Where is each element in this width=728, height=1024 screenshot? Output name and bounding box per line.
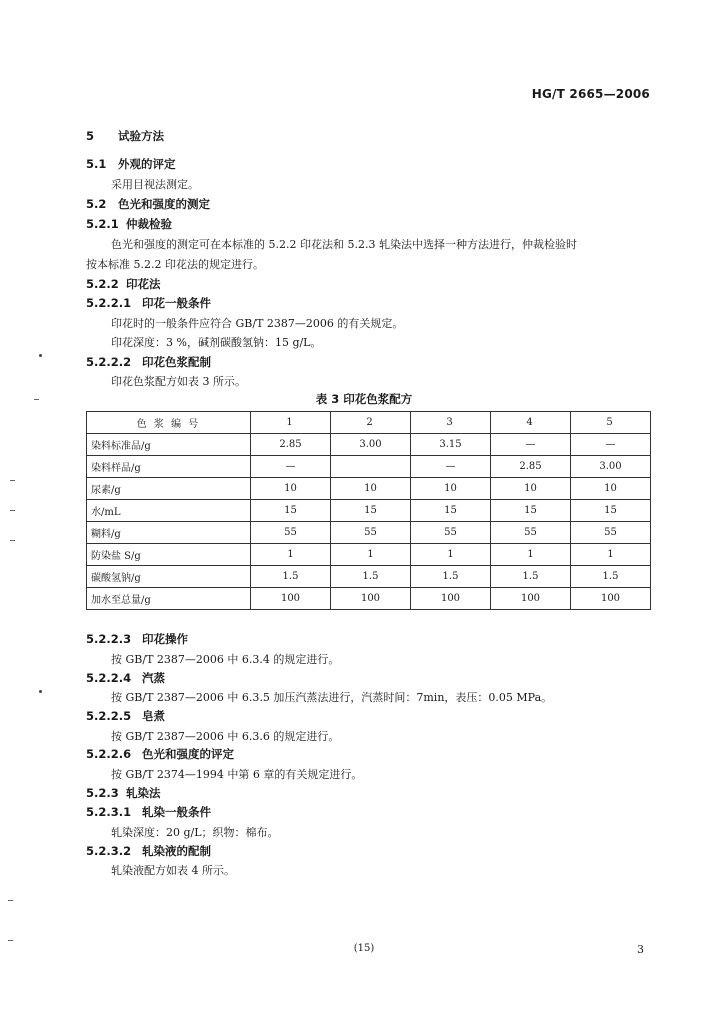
table-cell: 15 [571, 500, 651, 522]
table-cell: 15 [411, 500, 491, 522]
table-cell: 1 [571, 544, 651, 566]
table-cell: 1.5 [571, 566, 651, 588]
section-heading-5-2-2-1: 5.2.2.1 印花一般条件 [86, 296, 211, 310]
table-cell: — [571, 434, 651, 456]
table-row [87, 522, 651, 544]
section-heading-5-2-1: 5.2.1 仲裁检验 [86, 217, 172, 231]
table-cell: 55 [571, 522, 651, 544]
table-cell: 100 [571, 588, 651, 610]
section-heading-5-1: 5.1 外观的评定 [86, 157, 176, 171]
paragraph: 轧染液配方如表 4 所示。 [111, 864, 235, 877]
row-label: 水/mL [87, 500, 251, 522]
table-cell: 10 [331, 478, 411, 500]
table-cell: 1 [251, 544, 331, 566]
section-heading-5-2-2: 5.2.2 印花法 [86, 277, 161, 291]
scan-speck [39, 690, 42, 693]
paragraph-continuation: 按本标准 5.2.2 印花法的规定进行。 [86, 258, 264, 271]
table-cell: 2.85 [251, 434, 331, 456]
table-cell: 10 [571, 478, 651, 500]
row-label: 染料标准品/g [87, 434, 251, 456]
table-cell: 15 [491, 500, 571, 522]
header-cell: 5 [571, 412, 651, 434]
table-cell: 100 [251, 588, 331, 610]
table-row [87, 456, 651, 478]
paragraph: 印花深度：3 %，碱剂碳酸氢钠：15 g/L。 [111, 336, 322, 349]
table-cell: 3.00 [331, 434, 411, 456]
table-cell: 3.15 [411, 434, 491, 456]
table-cell: — [411, 456, 491, 478]
paragraph: 采用目视法测定。 [111, 178, 199, 191]
table-cell: 55 [251, 522, 331, 544]
table-cell: 100 [331, 588, 411, 610]
scan-speck [34, 399, 39, 400]
row-label: 防染盐 S/g [87, 544, 251, 566]
table-cell: 1.5 [491, 566, 571, 588]
table-cell: 1 [491, 544, 571, 566]
table-row [87, 566, 651, 588]
row-label: 碳酸氢钠/g [87, 566, 251, 588]
paragraph: 色光和强度的测定可在本标准的 5.2.2 印花法和 5.2.3 轧染法中选择一种方法进行，仲裁检验时 [111, 238, 577, 251]
paragraph: 按 GB/T 2374—1994 中第 6 章的有关规定进行。 [111, 768, 363, 781]
table-cell: 1 [411, 544, 491, 566]
header-cell: 3 [411, 412, 491, 434]
table-row [87, 434, 651, 456]
paragraph: 按 GB/T 2387—2006 中 6.3.5 加压汽蒸法进行，汽蒸时间：7min，表压：0.05 MPa。 [111, 691, 553, 704]
section-heading-5-2: 5.2 色光和强度的测定 [86, 197, 210, 211]
scan-speck [10, 480, 15, 481]
section-heading-5-2-2-5: 5.2.2.5 皂煮 [86, 709, 165, 723]
recipe-table [86, 411, 651, 610]
table-cell: 1 [331, 544, 411, 566]
table-cell: 10 [411, 478, 491, 500]
row-label: 染料样品/g [87, 456, 251, 478]
header-cell: 2 [331, 412, 411, 434]
section-heading-5-2-3-2: 5.2.3.2 轧染液的配制 [86, 844, 211, 858]
section-heading-5-2-2-3: 5.2.2.3 印花操作 [86, 632, 188, 646]
table-cell: 100 [491, 588, 571, 610]
paragraph: 轧染深度：20 g/L；织物：棉布。 [111, 826, 279, 839]
table-row [87, 588, 651, 610]
section-heading-5: 5 试验方法 [86, 129, 164, 143]
table-cell: 10 [491, 478, 571, 500]
table-cell: — [251, 456, 331, 478]
table-row [87, 500, 651, 522]
page-code: (15) [353, 943, 375, 954]
page-number: 3 [637, 943, 644, 956]
header-cell: 1 [251, 412, 331, 434]
header-cell: 4 [491, 412, 571, 434]
table-cell: 55 [491, 522, 571, 544]
table-cell: 2.85 [491, 456, 571, 478]
row-label: 糊料/g [87, 522, 251, 544]
row-label: 尿素/g [87, 478, 251, 500]
table-row [87, 544, 651, 566]
table-row [87, 478, 651, 500]
table-cell: 55 [331, 522, 411, 544]
section-heading-5-2-3: 5.2.3 轧染法 [86, 786, 161, 800]
row-label: 加水至总量/g [87, 588, 251, 610]
section-heading-5-2-2-2: 5.2.2.2 印花色浆配制 [86, 355, 211, 369]
table-cell: 3.00 [571, 456, 651, 478]
paragraph: 印花时的一般条件应符合 GB/T 2387—2006 的有关规定。 [111, 317, 404, 330]
paragraph: 按 GB/T 2387—2006 中 6.3.4 的规定进行。 [111, 653, 340, 666]
table-cell: 1.5 [251, 566, 331, 588]
table-cell: 1.5 [331, 566, 411, 588]
scan-speck [39, 354, 42, 357]
table-cell: 1.5 [411, 566, 491, 588]
paragraph: 印花色浆配方如表 3 所示。 [111, 375, 246, 388]
section-heading-5-2-3-1: 5.2.3.1 轧染一般条件 [86, 805, 211, 819]
scan-speck [10, 510, 15, 511]
table-cell: 15 [331, 500, 411, 522]
table-caption: 表 3 印花色浆配方 [315, 392, 413, 406]
standard-number: HG/T 2665—2006 [531, 87, 650, 101]
table-cell: — [491, 434, 571, 456]
table-cell: 100 [411, 588, 491, 610]
header-cell: 色 浆 编 号 [87, 412, 251, 434]
scan-speck [10, 540, 15, 541]
table-cell [331, 456, 411, 478]
scan-speck [8, 900, 13, 901]
section-heading-5-2-2-6: 5.2.2.6 色光和强度的评定 [86, 747, 234, 761]
section-heading-5-2-2-4: 5.2.2.4 汽蒸 [86, 671, 165, 685]
scan-speck [8, 940, 13, 941]
table-cell: 55 [411, 522, 491, 544]
table-header-row [87, 412, 651, 434]
table-cell: 15 [251, 500, 331, 522]
paragraph: 按 GB/T 2387—2006 中 6.3.6 的规定进行。 [111, 730, 340, 743]
table-cell: 10 [251, 478, 331, 500]
